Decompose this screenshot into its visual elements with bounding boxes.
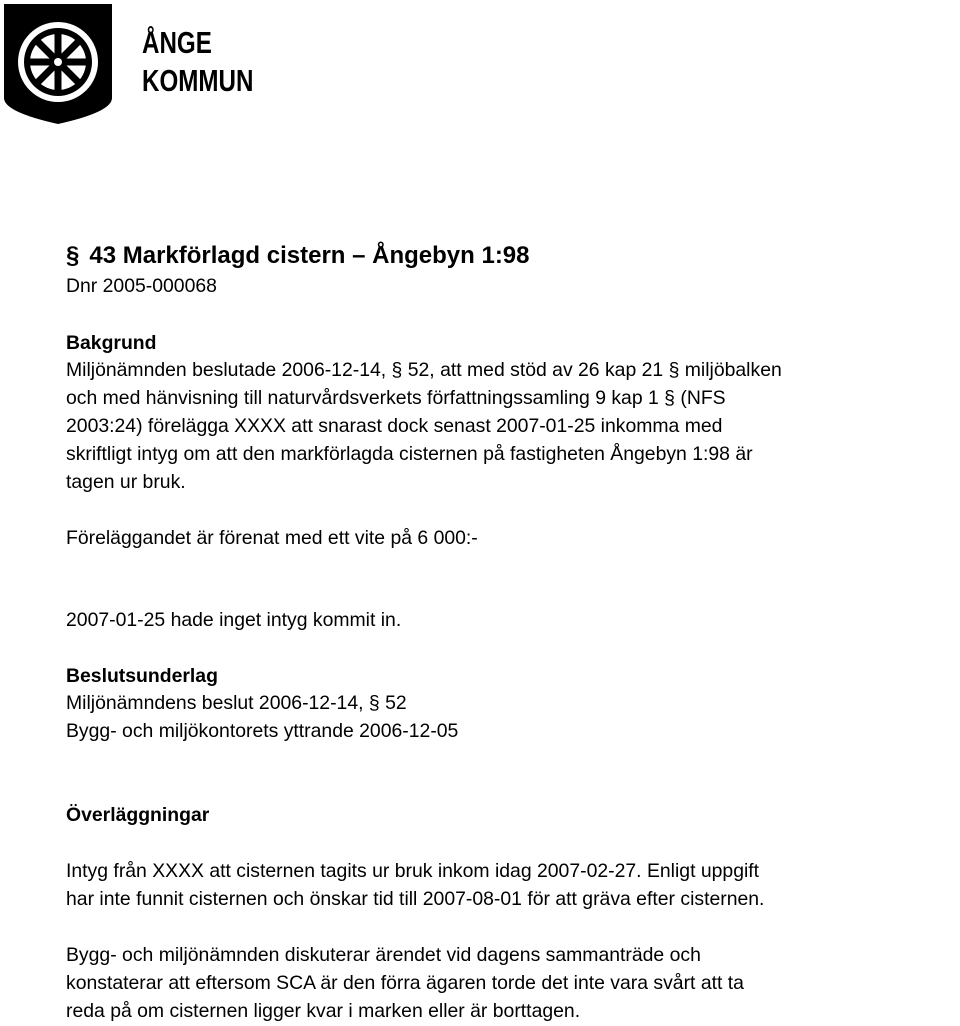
paragraph-symbol: § [66,242,80,269]
overlaggningar-paragraph-2 [66,941,956,1025]
municipality-logo-icon [2,2,114,126]
section-heading-beslutsunderlag: Beslutsunderlag [66,665,218,687]
list-item: Bygg- och miljökontorets yttrande 2006-12-05 [66,720,459,742]
dnr-number: Dnr 2005-000068 [66,275,217,297]
vite-text: Föreläggandet är förenat med ett vite på 6 000:- [66,527,478,549]
text-line: tagen ur bruk. [66,471,186,493]
logo-line-2: KOMMUN [142,63,254,98]
text-line: och med hänvisning till naturvårdsverkets författningssamling 9 kap 1 § (NFS [66,387,726,409]
text-line: 2003:24) förelägga XXXX att snarast dock senast 2007-01-25 inkomma med [66,415,723,437]
text-line: har inte funnit cisternen och önskar tid till 2007-08-01 för att gräva efter cisternen. [66,888,765,910]
text-line: konstaterar att eftersom SCA är den förra ägaren torde det inte vara svårt att ta [66,972,744,994]
logo-line-1: ÅNGE [142,25,212,60]
status-text: 2007-01-25 hade inget intyg kommit in. [66,609,402,631]
text-line: Miljönämnden beslutade 2006-12-14, § 52, att med stöd av 26 kap 21 § miljöbalken [66,359,782,381]
overlaggningar-paragraph-1 [66,857,956,913]
text-line: Bygg- och miljönämnden diskuterar ärendet vid dagens sammanträde och [66,944,701,966]
municipality-name [142,24,253,100]
text-line: Intyg från XXXX att cisternen tagits ur bruk inkom idag 2007-02-27. Enligt uppgift [66,860,760,882]
text-line: reda på om cisternen ligger kvar i marken eller är borttagen. [66,1000,581,1022]
list-item: Miljönämndens beslut 2006-12-14, § 52 [66,692,407,714]
page-title-text: 43 Markförlagd cistern – Ångebyn 1:98 [89,242,530,269]
page-title [66,240,530,272]
section-heading-bakgrund: Bakgrund [66,332,157,354]
beslutsunderlag-list [66,689,956,745]
bakgrund-text [66,356,956,496]
text-line: skriftligt intyg om att den markförlagda cisternen på fastigheten Ångebyn 1:98 är [66,443,753,465]
section-heading-overlaggningar: Överläggningar [66,804,210,826]
